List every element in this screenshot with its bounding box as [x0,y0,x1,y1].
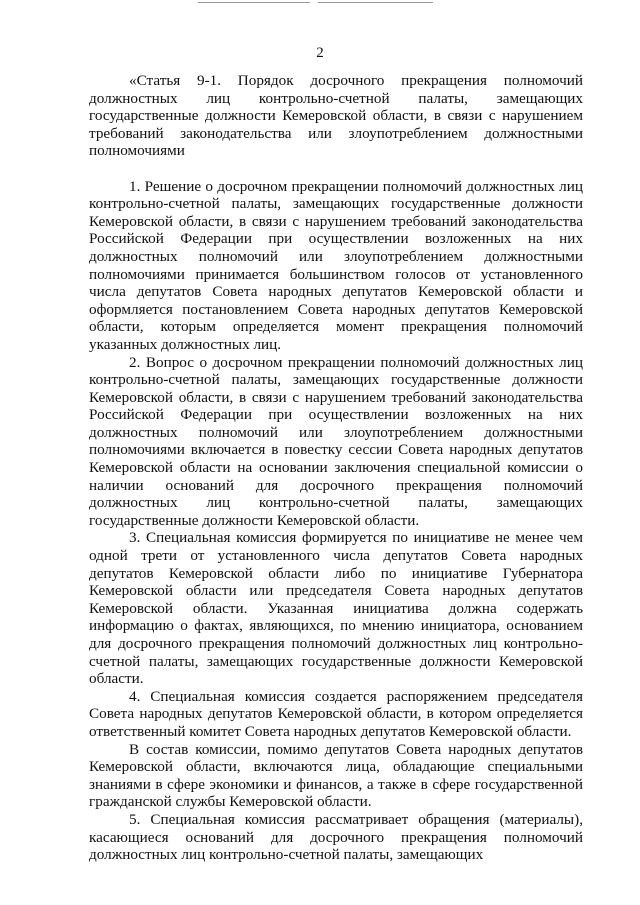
paragraph-3: 3. Специальная комиссия формируется по инициативе не менее чем одной трети от установленного числа депутатов Совета народных депутатов Кемеровской области либо по инициативе Губернатора Кемеровской области или председателя Совета народных депутатов Кемеровской области. Указанная инициатива должна содержать информацию о фактах, являющихся, по мнению инициатора, основанием для досрочного прекращения полномочий должностных лиц контрольно-счетной палаты, замещающих государственные должности Кемеровской области. [89,529,583,688]
document-body [89,72,583,864]
paragraph-4: 4. Специальная комиссия создается распоряжением председателя Совета народных депутатов Кемеровской области, в котором определяется ответственный комитет Совета народных депутатов Кемеровской области. [89,687,583,740]
top-rule-left [198,2,310,3]
paragraph-2: 2. Вопрос о досрочном прекращении полномочий должностных лиц контрольно-счетной палаты, замещающих государственные должности Кемеровской области, в связи с нарушением требований законодательства Российской Федерации при осуществлении возложенных на них должностных полномочий или злоупотреблением должностными полномочиями включается в повестку сессии Совета народных депутатов Кемеровской области на основании заключения специальной комиссии о наличии оснований для досрочного прекращения полномочий должностных лиц контрольно-счетной палаты, замещающих государственные должности Кемеровской области. [89,353,583,529]
article-heading: «Статья 9-1. Порядок досрочного прекращения полномочий должностных лиц контрольно-счетной палаты, замещающих государственные должности Кемеровской области, в связи с нарушением требований законодательства или злоупотреблением должностными полномочиями [89,72,583,160]
paragraph-4-continued: В состав комиссии, помимо депутатов Совета народных депутатов Кемеровской области, включаются лица, обладающие специальными знаниями в сфере экономики и финансов, а также в сфере государственной гражданской службы Кемеровской области. [89,740,583,811]
paragraph-5: 5. Специальная комиссия рассматривает обращения (материалы), касающиеся оснований для досрочного прекращения полномочий должностных лиц контрольно-счетной палаты, замещающих [89,810,583,864]
page-number: 2 [316,45,324,61]
paragraph-1: 1. Решение о досрочном прекращении полномочий должностных лиц контрольно-счетной палаты, замещающих государственные должности Кемеровской области, в связи с нарушением требований законодательства Российской Федерации при осуществлении возложенных на них должностных полномочий или злоупотреблением должностными полномочиями принимается большинством голосов от установленного числа депутатов Совета народных депутатов Кемеровской области и оформляется постановлением Совета народных депутатов Кемеровской области, которым определяется момент прекращения полномочий указанных должностных лиц. [89,177,583,353]
top-rule-right [318,2,433,3]
